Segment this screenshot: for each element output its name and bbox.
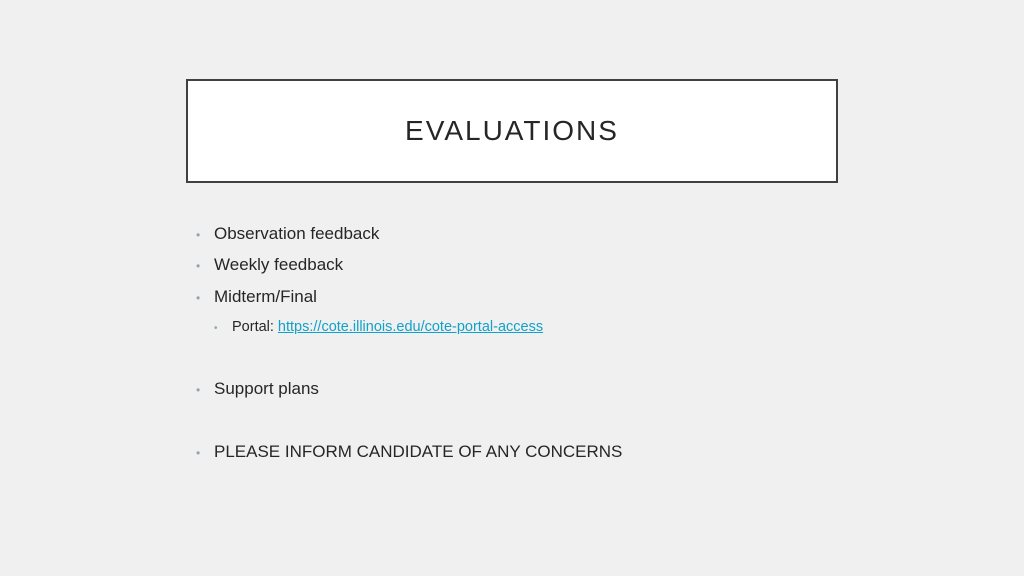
bullet-icon: • [196,383,201,397]
bullet-text: PLEASE INFORM CANDIDATE OF ANY CONCERNS [214,442,623,461]
bullet-icon: • [196,259,201,273]
bullet-support-plans [196,379,319,399]
bullet-midterm-final [196,287,317,307]
sub-bullet-portal [214,319,543,335]
slide-title: EVALUATIONS [405,115,619,146]
bullet-icon: • [196,291,201,305]
bullet-icon: • [196,228,201,242]
bullet-inform-candidate [196,442,622,462]
bullet-text: Observation feedback [214,224,380,243]
bullet-weekly-feedback [196,255,343,275]
sub-bullet-icon: • [214,323,218,334]
portal-link[interactable]: https://cote.illinois.edu/cote-portal-access [277,319,544,335]
bullet-observation-feedback [196,224,379,244]
bullet-text: Midterm/Final [214,287,317,306]
bullet-icon: • [196,446,201,460]
bullet-text: Support plans [214,379,319,398]
bullet-text: Weekly feedback [214,255,344,274]
portal-label: Portal: [232,319,274,335]
title-box [186,79,838,183]
